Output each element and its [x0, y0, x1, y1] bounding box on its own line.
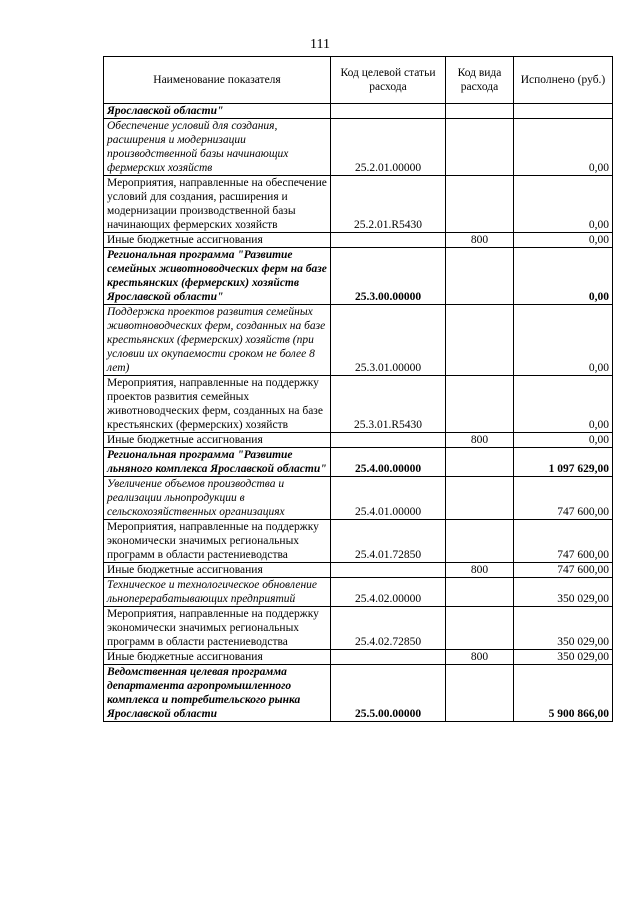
- cell-sum: [514, 104, 613, 119]
- cell-sum: 0,00: [514, 433, 613, 448]
- page-number: 111: [310, 37, 330, 52]
- table-row: [104, 448, 613, 477]
- cell-vid: 800: [446, 433, 514, 448]
- table-row: [104, 233, 613, 248]
- cell-sum: 5 900 866,00: [514, 665, 613, 722]
- cell-sum: 350 029,00: [514, 607, 613, 650]
- cell-sum: 747 600,00: [514, 477, 613, 520]
- cell-name: Мероприятия, направленные на поддержку экономически значимых региональных программ в области растениеводства: [104, 607, 331, 650]
- table-row: [104, 578, 613, 607]
- cell-vid: [446, 448, 514, 477]
- table-header-row: [104, 57, 613, 104]
- cell-name: Иные бюджетные ассигнования: [104, 650, 331, 665]
- header-name: Наименование показателя: [104, 57, 331, 104]
- table-row: [104, 650, 613, 665]
- cell-name: Обеспечение условий для создания, расширения и модернизации производственной базы начинающих фермерских хозяйств: [104, 119, 331, 176]
- cell-vid: 800: [446, 650, 514, 665]
- cell-name: Иные бюджетные ассигнования: [104, 433, 331, 448]
- cell-sum: 0,00: [514, 248, 613, 305]
- table-row: [104, 376, 613, 433]
- table-row: [104, 305, 613, 376]
- cell-name: Ведомственная целевая программа департамента агропромышленного комплекса и потребительского рынка Ярославской области: [104, 665, 331, 722]
- header-vid: Код вида расхода: [446, 57, 514, 104]
- cell-sum: 0,00: [514, 119, 613, 176]
- table-row: [104, 607, 613, 650]
- cell-name: Поддержка проектов развития семейных животноводческих ферм, созданных на базе крестьянских (фермерских) хозяйств (при условии их окупаемости сроком не более 8 лет): [104, 305, 331, 376]
- cell-vid: [446, 176, 514, 233]
- cell-vid: [446, 104, 514, 119]
- cell-code: 25.4.02.72850: [331, 607, 446, 650]
- table-row: [104, 665, 613, 722]
- table-row: [104, 176, 613, 233]
- cell-code: 25.3.01.00000: [331, 305, 446, 376]
- cell-sum: 0,00: [514, 305, 613, 376]
- cell-vid: [446, 248, 514, 305]
- table-row: [104, 520, 613, 563]
- cell-code: 25.4.02.00000: [331, 578, 446, 607]
- cell-code: [331, 650, 446, 665]
- cell-vid: [446, 520, 514, 563]
- cell-vid: 800: [446, 563, 514, 578]
- cell-code: [331, 433, 446, 448]
- cell-sum: 350 029,00: [514, 650, 613, 665]
- cell-sum: 0,00: [514, 176, 613, 233]
- cell-name: Иные бюджетные ассигнования: [104, 233, 331, 248]
- cell-vid: [446, 665, 514, 722]
- cell-vid: [446, 477, 514, 520]
- cell-code: [331, 563, 446, 578]
- cell-sum: 0,00: [514, 376, 613, 433]
- cell-code: 25.4.01.72850: [331, 520, 446, 563]
- cell-name: Региональная программа "Развитие семейных животноводческих ферм на базе крестьянских (фермерских) хозяйств Ярославской области": [104, 248, 331, 305]
- cell-code: 25.2.01.R5430: [331, 176, 446, 233]
- cell-vid: 800: [446, 233, 514, 248]
- cell-vid: [446, 578, 514, 607]
- cell-code: [331, 233, 446, 248]
- budget-table: [103, 56, 613, 722]
- table-row: [104, 563, 613, 578]
- cell-code: 25.3.01.R5430: [331, 376, 446, 433]
- cell-vid: [446, 119, 514, 176]
- table-row: [104, 433, 613, 448]
- cell-code: 25.4.01.00000: [331, 477, 446, 520]
- table-row: [104, 477, 613, 520]
- cell-name: Мероприятия, направленные на поддержку экономически значимых региональных программ в области растениеводства: [104, 520, 331, 563]
- cell-name: Увеличение объемов производства и реализации льнопродукции в сельскохозяйственных организациях: [104, 477, 331, 520]
- cell-sum: 747 600,00: [514, 520, 613, 563]
- cell-sum: 747 600,00: [514, 563, 613, 578]
- cell-name: Региональная программа "Развитие льняного комплекса Ярославской области": [104, 448, 331, 477]
- table-row: [104, 248, 613, 305]
- cell-code: 25.5.00.00000: [331, 665, 446, 722]
- table-row: [104, 119, 613, 176]
- cell-sum: 0,00: [514, 233, 613, 248]
- cell-sum: 350 029,00: [514, 578, 613, 607]
- cell-sum: 1 097 629,00: [514, 448, 613, 477]
- cell-name: Ярославской области": [104, 104, 331, 119]
- cell-name: Иные бюджетные ассигнования: [104, 563, 331, 578]
- cell-vid: [446, 305, 514, 376]
- header-code: Код целевой статьи расхода: [331, 57, 446, 104]
- cell-code: [331, 104, 446, 119]
- table-body: [104, 104, 613, 722]
- cell-code: 25.2.01.00000: [331, 119, 446, 176]
- cell-name: Мероприятия, направленные на поддержку проектов развития семейных животноводческих ферм, созданных на базе крестьянских (фермерских) хозяйств: [104, 376, 331, 433]
- header-sum: Исполнено (руб.): [514, 57, 613, 104]
- cell-code: 25.4.00.00000: [331, 448, 446, 477]
- cell-vid: [446, 607, 514, 650]
- table-row: [104, 104, 613, 119]
- cell-name: Мероприятия, направленные на обеспечение условий для создания, расширения и модернизации производственной базы начинающих фермерских хозяйств: [104, 176, 331, 233]
- cell-name: Техническое и технологическое обновление льноперерабатывающих предприятий: [104, 578, 331, 607]
- cell-vid: [446, 376, 514, 433]
- cell-code: 25.3.00.00000: [331, 248, 446, 305]
